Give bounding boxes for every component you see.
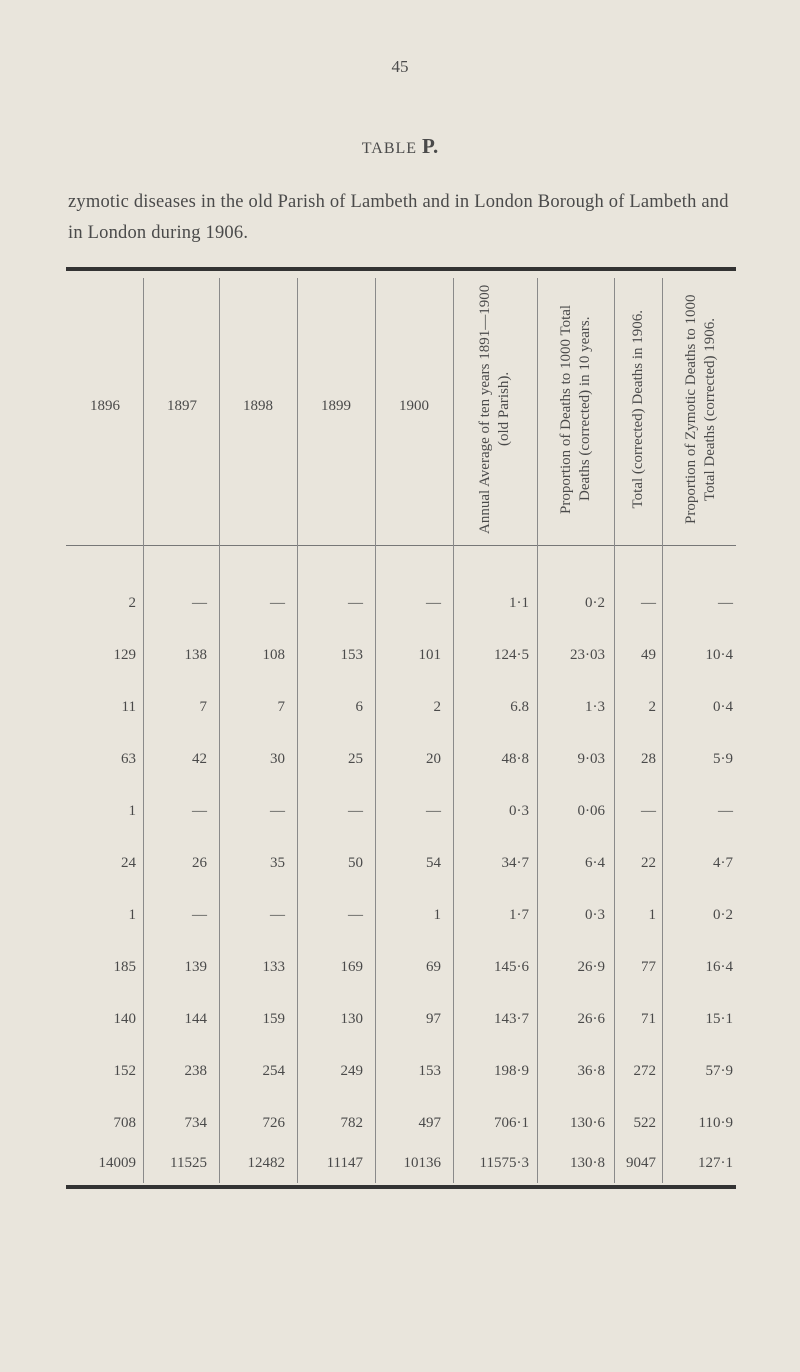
table-cell-col-1896: 129 [113,647,136,663]
header-total-1906-text: Total (corrected) Deaths in 1906. [629,309,646,509]
table-bottom-rule [66,1185,736,1189]
table-cell-col-proportion-10yr: 130·6 [570,1115,605,1131]
table-cell-col-1897: 139 [184,959,207,975]
table-cell-col-1897: 7 [199,699,207,715]
table-cell-col-1898: 159 [262,1011,285,1027]
table-cell-col-1899: 153 [340,647,363,663]
header-proportion-10yr-text: Proportion of Deaths to 1000 Total Deaths (corrected) in 10 years. [557,304,593,514]
table-cell-col-1899: 782 [340,1115,363,1131]
table-cell-col-total-1906: 1 [648,907,656,923]
table-row [0,1059,800,1083]
table-cell-col-1896: 24 [121,855,136,871]
table-cell-col-1897: 138 [184,647,207,663]
table-cell-col-total-1906: 2 [648,699,656,715]
table-caption: zymotic diseases in the old Parish of Lambeth and in London Borough of Lambeth and in London during 1906. [68,192,729,243]
table-cell-col-proportion-10yr: 26·9 [577,959,605,975]
table-cell-col-proportion-10yr: 0·2 [585,595,605,611]
table-cell-col-proportion-10yr: 0·3 [585,907,605,923]
table-row [0,903,800,927]
table-cell-col-total-1906: 272 [633,1063,656,1079]
table-row [0,643,800,667]
table-cell-col-annual-average: 145·6 [494,959,529,975]
table-cell-col-proportion-1906: — [718,595,733,611]
table-cell-col-proportion-1906: 127·1 [698,1155,733,1171]
table-cell-col-proportion-10yr: 9·03 [577,751,605,767]
table-cell-col-1900: 97 [426,1011,441,1027]
table-cell-col-annual-average: 48·8 [501,751,529,767]
table-cell-col-1896: 11 [121,699,136,715]
header-proportion-1906 [662,278,740,540]
table-cell-col-proportion-10yr: 26·6 [577,1011,605,1027]
header-proportion-1906-text: Proportion of Zymotic Deaths to 1000 Total Deaths (corrected) 1906. [683,294,718,524]
table-cell-col-1898: 254 [262,1063,285,1079]
table-cell-col-annual-average: 1·7 [509,907,529,923]
table-cell-col-1898: 7 [277,699,285,715]
table-cell-col-1898: — [270,803,285,819]
table-cell-col-1900: — [426,803,441,819]
table-cell-col-1899: 130 [340,1011,363,1027]
table-row [0,591,800,615]
table-cell-col-1898: — [270,595,285,611]
table-cell-col-total-1906: 9047 [626,1155,656,1171]
table-cell-col-annual-average: 124·5 [494,647,529,663]
table-row [0,851,800,875]
table-cell-col-1900: 153 [418,1063,441,1079]
table-cell-col-1899: 11147 [326,1155,363,1171]
table-row [0,1151,800,1175]
table-cell-col-1896: 2 [128,595,136,611]
table-cell-col-proportion-1906: 5·9 [713,751,733,767]
table-cell-col-proportion-1906: 0·2 [713,907,733,923]
table-cell-col-1897: 734 [184,1115,207,1131]
table-title [0,134,800,159]
table-cell-col-1897: 26 [192,855,207,871]
table-cell-col-1897: — [192,595,207,611]
table-cell-col-1900: 1 [433,907,441,923]
header-annual-average-text: Annual Average of ten years 1891—1900 (old Parish). [477,284,512,534]
table-cell-col-1899: — [348,595,363,611]
table-cell-col-1900: 101 [418,647,441,663]
table-cell-col-annual-average: 11575·3 [479,1155,529,1171]
table-cell-col-1898: 12482 [247,1155,285,1171]
header-year-1899: 1899 [321,398,351,414]
table-cell-col-1897: 238 [184,1063,207,1079]
table-cell-col-annual-average: 6.8 [510,699,529,715]
table-cell-col-1897: 144 [184,1011,207,1027]
table-cell-col-1896: 14009 [98,1155,136,1171]
table-cell-col-proportion-1906: 110·9 [698,1115,733,1131]
table-cell-col-total-1906: 49 [641,647,656,663]
header-year-1900: 1900 [399,398,429,414]
table-cell-col-annual-average: 0·3 [509,803,529,819]
table-cell-col-1896: 140 [113,1011,136,1027]
table-title-prefix: TABLE [361,140,418,157]
table-cell-col-proportion-1906: 4·7 [713,855,733,871]
table-cell-col-1897: 42 [192,751,207,767]
table-cell-col-total-1906: 71 [641,1011,656,1027]
header-year-1896: 1896 [90,398,120,414]
table-cell-col-1900: 54 [426,855,441,871]
table-row [0,955,800,979]
table-cell-col-1898: 30 [270,751,285,767]
page-number: 45 [391,57,409,76]
table-row [0,695,800,719]
table-cell-col-1897: — [192,907,207,923]
table-cell-col-annual-average: 706·1 [494,1115,529,1131]
header-divider [66,545,736,546]
table-cell-col-1899: 50 [348,855,363,871]
table-cell-col-1897: — [192,803,207,819]
table-cell-col-1898: 108 [262,647,285,663]
table-cell-col-proportion-1906: 57·9 [705,1063,733,1079]
table-cell-col-1900: 69 [426,959,441,975]
table-cell-col-proportion-1906: 10·4 [705,647,733,663]
table-cell-col-1896: 63 [121,751,136,767]
table-cell-col-1898: 133 [262,959,285,975]
table-title-letter: P. [422,134,439,158]
header-year-1897: 1897 [167,398,197,414]
table-cell-col-1900: 497 [418,1115,441,1131]
table-cell-col-annual-average: 143·7 [494,1011,529,1027]
table-cell-col-1899: 249 [340,1063,363,1079]
table-cell-col-1896: 1 [128,907,136,923]
table-top-rule [66,267,736,271]
table-cell-col-1900: — [426,595,441,611]
header-year-1898: 1898 [243,398,273,414]
table-cell-col-1896: 1 [128,803,136,819]
table-cell-col-proportion-10yr: 6·4 [585,855,605,871]
table-cell-col-1900: 20 [426,751,441,767]
table-cell-col-1896: 708 [113,1115,136,1131]
table-cell-col-proportion-1906: 16·4 [705,959,733,975]
table-row [0,1007,800,1031]
table-cell-col-1897: 11525 [170,1155,207,1171]
table-cell-col-total-1906: — [641,803,656,819]
table-cell-col-1899: 169 [340,959,363,975]
table-cell-col-1896: 185 [113,959,136,975]
table-row [0,799,800,823]
table-cell-col-proportion-10yr: 130·8 [570,1155,605,1171]
table-row [0,1111,800,1135]
table-cell-col-1898: — [270,907,285,923]
table-cell-col-annual-average: 1·1 [509,595,529,611]
table-cell-col-1899: — [348,907,363,923]
table-cell-col-annual-average: 198·9 [494,1063,529,1079]
table-cell-col-1898: 726 [262,1115,285,1131]
table-cell-col-total-1906: 77 [641,959,656,975]
table-cell-col-annual-average: 34·7 [501,855,529,871]
table-cell-col-1899: — [348,803,363,819]
table-cell-col-total-1906: 22 [641,855,656,871]
table-cell-col-total-1906: — [641,595,656,611]
table-cell-col-1898: 35 [270,855,285,871]
table-cell-col-proportion-10yr: 0·06 [577,803,605,819]
header-annual-average [453,278,537,540]
table-cell-col-total-1906: 522 [633,1115,656,1131]
table-row [0,747,800,771]
table-cell-col-1896: 152 [113,1063,136,1079]
table-cell-col-proportion-10yr: 1·3 [585,699,605,715]
table-cell-col-proportion-1906: — [718,803,733,819]
table-cell-col-proportion-1906: 15·1 [705,1011,733,1027]
table-cell-col-proportion-1906: 0·4 [713,699,733,715]
table-cell-col-proportion-10yr: 23·03 [570,647,605,663]
table-cell-col-total-1906: 28 [641,751,656,767]
table-cell-col-proportion-10yr: 36·8 [577,1063,605,1079]
table-cell-col-1899: 6 [355,699,363,715]
table-cell-col-1900: 2 [433,699,441,715]
table-cell-col-1900: 10136 [403,1155,441,1171]
header-total-1906 [614,278,662,540]
table-cell-col-1899: 25 [348,751,363,767]
header-proportion-10yr [537,278,614,540]
